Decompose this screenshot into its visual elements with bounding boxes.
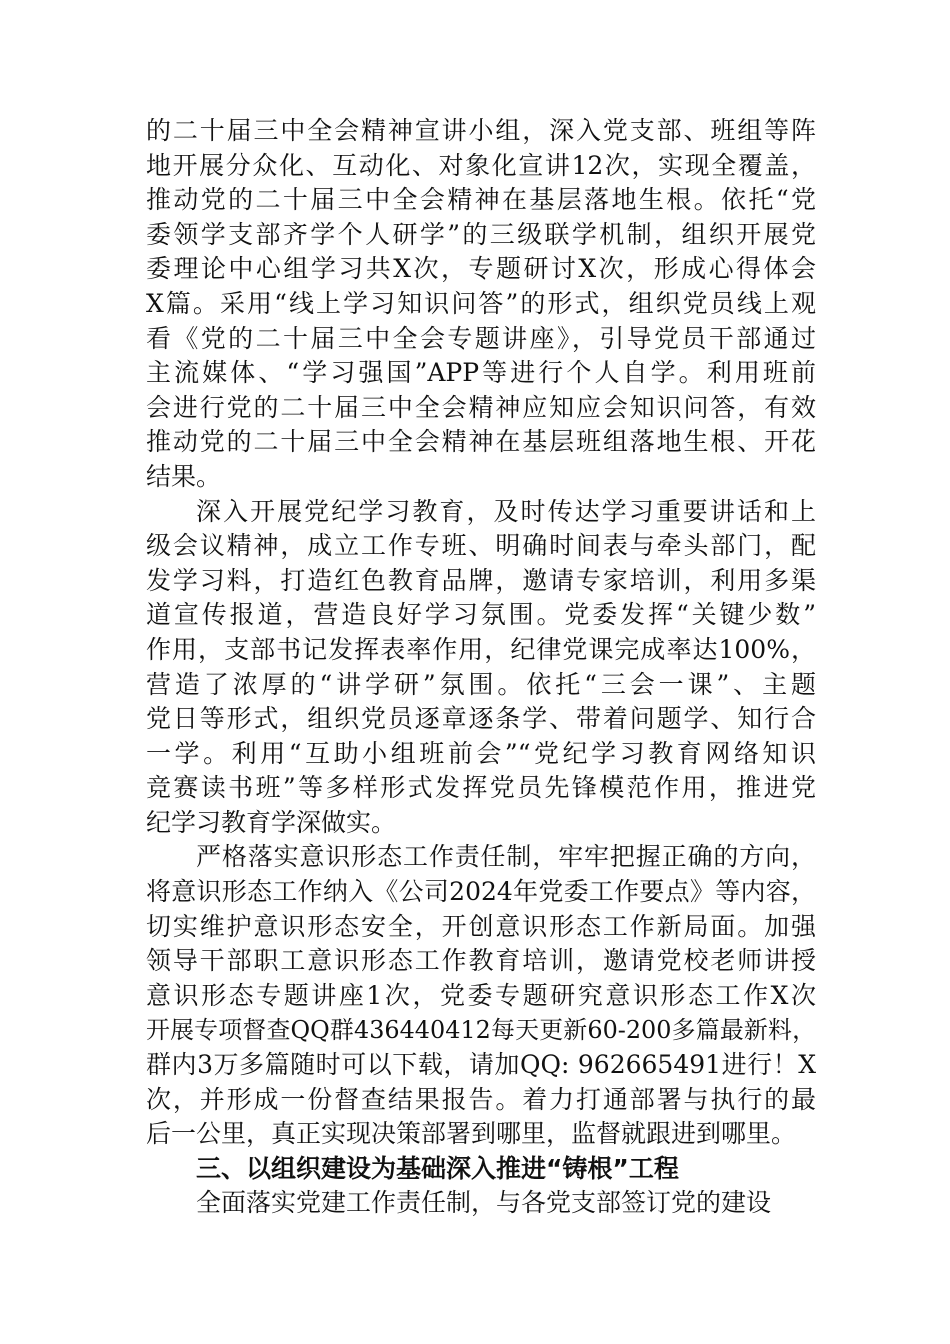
paragraph-3-line-8: 次，并形成一份督查结果报告。着力打通部署与执行的最 (146, 1084, 816, 1114)
paragraph-4-line-1: 全面落实党建工作责任制，与各党支部签订党的建设 (196, 1188, 772, 1218)
paragraph-1-line-3: 推动党的二十届三中全会精神在基层落地生根。依托“党 (146, 185, 816, 215)
paragraph-2-line-6: 营造了浓厚的“讲学研”氛围。依托“三会一课”、主题 (146, 669, 816, 699)
paragraph-1-line-7: 看《党的二十届三中全会专题讲座》，引导党员干部通过 (146, 323, 816, 353)
paragraph-1-line-4: 委领学支部齐学个人研学”的三级联学机制，组织开展党 (146, 219, 816, 249)
paragraph-3-line-1: 严格落实意识形态工作责任制，牢牢把握正确的方向， (196, 842, 816, 872)
paragraph-2-line-10: 纪学习教育学深做实。 (146, 807, 397, 837)
paragraph-3-line-3: 切实维护意识形态安全，开创意识形态工作新局面。加强 (146, 911, 816, 941)
paragraph-1-line-9: 会进行党的二十届三中全会精神应知应会知识问答，有效 (146, 392, 816, 422)
paragraph-1-line-2: 地开展分众化、互动化、对象化宣讲12次，实现全覆盖， (146, 150, 816, 180)
paragraph-3-line-7: 群内3万多篇随时可以下载，请加QQ: 962665491进行！X (146, 1050, 816, 1080)
paragraph-1-line-1: 的二十届三中全会精神宣讲小组，深入党支部、班组等阵 (146, 116, 816, 145)
paragraph-1-line-11: 结果。 (146, 461, 222, 491)
paragraph-3-line-2: 将意识形态工作纳入《公司2024年党委工作要点》等内容， (146, 877, 816, 907)
document-body (146, 114, 816, 1221)
paragraph-1-line-5: 委理论中心组学习共X次，专题研讨X次，形成心得体会 (146, 254, 816, 284)
paragraph-3-line-5: 意识形态专题讲座1次，党委专题研究意识形态工作X次 (146, 980, 816, 1010)
paragraph-2-line-5: 作用，支部书记发挥表率作用，纪律党课完成率达100%， (146, 634, 816, 664)
paragraph-1-line-6: X篇。采用“线上学习知识问答”的形式，组织党员线上观 (146, 288, 816, 318)
paragraph-2-line-1: 深入开展党纪学习教育，及时传达学习重要讲话和上 (196, 496, 816, 526)
paragraph-2-line-3: 发学习料，打造红色教育品牌，邀请专家培训，利用多渠 (146, 565, 816, 595)
paragraph-2-line-8: 一学。利用“互助小组班前会”“党纪学习教育网络知识 (146, 738, 816, 768)
paragraph-2-line-7: 党日等形式，组织党员逐章逐条学、带着问题学、知行合 (146, 704, 816, 734)
section-heading: 三、以组织建设为基础深入推进“铸根”工程 (196, 1153, 679, 1183)
paragraph-1-line-10: 推动党的二十届三中全会精神在基层班组落地生根、开花 (146, 427, 816, 457)
paragraph-2-line-2: 级会议精神，成立工作专班、明确时间表与牵头部门，配 (146, 531, 816, 561)
paragraph-2-line-9: 竞赛读书班”等多样形式发挥党员先锋模范作用，推进党 (146, 773, 816, 803)
paragraph-1-line-8: 主流媒体、“学习强国”APP等进行个人自学。利用班前 (146, 358, 816, 388)
paragraph-2-line-4: 道宣传报道，营造良好学习氛围。党委发挥“关键少数” (146, 600, 816, 630)
paragraph-3-line-4: 领导干部职工意识形态工作教育培训，邀请党校老师讲授 (146, 946, 816, 976)
paragraph-3-line-6: 开展专项督查QQ群436440412每天更新60-200多篇最新料， (146, 1016, 816, 1045)
paragraph-3-line-9: 后一公里，真正实现决策部署到哪里，监督就跟进到哪里。 (146, 1119, 797, 1149)
